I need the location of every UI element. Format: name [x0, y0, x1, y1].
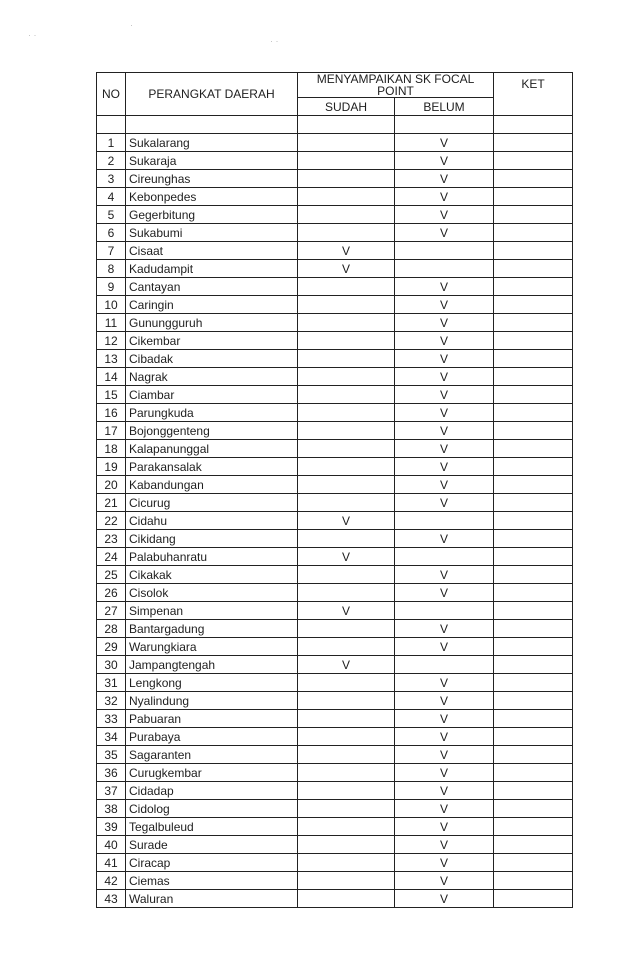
row-number: 13 — [97, 350, 126, 368]
row-number: 19 — [97, 458, 126, 476]
spacer-cell — [494, 116, 573, 134]
row-number: 12 — [97, 332, 126, 350]
belum-mark: V — [395, 800, 494, 818]
belum-mark: V — [395, 404, 494, 422]
table-row — [97, 206, 573, 224]
ket-cell — [494, 638, 573, 656]
table-row — [97, 800, 573, 818]
table-row — [97, 314, 573, 332]
belum-mark: V — [395, 368, 494, 386]
ket-cell — [494, 548, 573, 566]
sudah-mark: V — [298, 548, 395, 566]
district-name: Sukaraja — [126, 152, 298, 170]
table-row — [97, 368, 573, 386]
table-row — [97, 674, 573, 692]
table-row — [97, 242, 573, 260]
ket-cell — [494, 512, 573, 530]
sudah-mark — [298, 134, 395, 152]
sudah-mark — [298, 278, 395, 296]
ket-cell — [494, 296, 573, 314]
district-name: Parakansalak — [126, 458, 298, 476]
table-row — [97, 710, 573, 728]
row-number: 38 — [97, 800, 126, 818]
ket-cell — [494, 872, 573, 890]
belum-mark: V — [395, 440, 494, 458]
spacer-cell — [97, 116, 126, 134]
table-row — [97, 350, 573, 368]
row-number: 25 — [97, 566, 126, 584]
ket-cell — [494, 170, 573, 188]
district-name: Cireunghas — [126, 170, 298, 188]
sudah-mark — [298, 620, 395, 638]
table-row — [97, 638, 573, 656]
sudah-mark — [298, 692, 395, 710]
row-number: 41 — [97, 854, 126, 872]
table-row — [97, 170, 573, 188]
row-number: 22 — [97, 512, 126, 530]
table-row — [97, 728, 573, 746]
belum-mark: V — [395, 854, 494, 872]
district-name: Cicurug — [126, 494, 298, 512]
sudah-mark — [298, 800, 395, 818]
belum-mark: V — [395, 710, 494, 728]
sudah-mark — [298, 224, 395, 242]
district-name: Pabuaran — [126, 710, 298, 728]
ket-cell — [494, 620, 573, 638]
belum-mark: V — [395, 620, 494, 638]
sudah-mark — [298, 332, 395, 350]
ket-cell — [494, 422, 573, 440]
ket-cell — [494, 476, 573, 494]
row-number: 21 — [97, 494, 126, 512]
sudah-mark — [298, 818, 395, 836]
ket-cell — [494, 602, 573, 620]
ket-cell — [494, 800, 573, 818]
table-row — [97, 530, 573, 548]
row-number: 6 — [97, 224, 126, 242]
sudah-mark — [298, 314, 395, 332]
table-row — [97, 332, 573, 350]
sudah-mark — [298, 872, 395, 890]
district-name: Cikakak — [126, 566, 298, 584]
scan-speck: · · — [270, 36, 279, 46]
table-row — [97, 782, 573, 800]
district-name: Nyalindung — [126, 692, 298, 710]
belum-mark: V — [395, 494, 494, 512]
belum-mark: V — [395, 332, 494, 350]
row-number: 5 — [97, 206, 126, 224]
table-row — [97, 386, 573, 404]
district-name: Cikembar — [126, 332, 298, 350]
ket-cell — [494, 656, 573, 674]
table-row — [97, 440, 573, 458]
belum-mark: V — [395, 764, 494, 782]
ket-cell — [494, 188, 573, 206]
ket-cell — [494, 278, 573, 296]
table-row — [97, 152, 573, 170]
district-name: Jampangtengah — [126, 656, 298, 674]
table-row — [97, 458, 573, 476]
row-number: 10 — [97, 296, 126, 314]
district-name: Kalapanunggal — [126, 440, 298, 458]
belum-mark: V — [395, 566, 494, 584]
belum-mark: V — [395, 170, 494, 188]
header-menyampaikan-sk: MENYAMPAIKAN SK FOCAL POINT — [298, 73, 494, 98]
row-number: 32 — [97, 692, 126, 710]
belum-mark: V — [395, 278, 494, 296]
belum-mark — [395, 512, 494, 530]
row-number: 40 — [97, 836, 126, 854]
sudah-mark — [298, 206, 395, 224]
belum-mark: V — [395, 296, 494, 314]
ket-cell — [494, 566, 573, 584]
header-no: NO — [97, 73, 126, 116]
row-number: 36 — [97, 764, 126, 782]
belum-mark: V — [395, 836, 494, 854]
header-belum: BELUM — [395, 98, 494, 116]
district-name: Cantayan — [126, 278, 298, 296]
sudah-mark: V — [298, 512, 395, 530]
table-row — [97, 260, 573, 278]
district-name: Surade — [126, 836, 298, 854]
sudah-mark: V — [298, 602, 395, 620]
district-name: Cidadap — [126, 782, 298, 800]
district-name: Sagaranten — [126, 746, 298, 764]
district-name: Tegalbuleud — [126, 818, 298, 836]
sudah-mark — [298, 890, 395, 908]
belum-mark: V — [395, 728, 494, 746]
spacer-cell — [395, 116, 494, 134]
row-number: 11 — [97, 314, 126, 332]
table-row — [97, 872, 573, 890]
table-row — [97, 764, 573, 782]
row-number: 8 — [97, 260, 126, 278]
sudah-mark — [298, 710, 395, 728]
row-number: 9 — [97, 278, 126, 296]
row-number: 2 — [97, 152, 126, 170]
ket-cell — [494, 440, 573, 458]
ket-cell — [494, 692, 573, 710]
header-perangkat-daerah: PERANGKAT DAERAH — [126, 73, 298, 116]
sudah-mark — [298, 494, 395, 512]
belum-mark: V — [395, 134, 494, 152]
sudah-mark: V — [298, 242, 395, 260]
sudah-mark — [298, 674, 395, 692]
spacer-cell — [126, 116, 298, 134]
row-number: 23 — [97, 530, 126, 548]
ket-cell — [494, 458, 573, 476]
table-row — [97, 278, 573, 296]
district-name: Sukalarang — [126, 134, 298, 152]
ket-cell — [494, 386, 573, 404]
ket-cell — [494, 674, 573, 692]
belum-mark: V — [395, 152, 494, 170]
table-row — [97, 566, 573, 584]
ket-cell — [494, 728, 573, 746]
district-name: Cidolog — [126, 800, 298, 818]
ket-cell — [494, 224, 573, 242]
row-number: 33 — [97, 710, 126, 728]
district-name: Cisaat — [126, 242, 298, 260]
district-name: Ciambar — [126, 386, 298, 404]
district-name: Kabandungan — [126, 476, 298, 494]
district-name: Kadudampit — [126, 260, 298, 278]
belum-mark — [395, 260, 494, 278]
district-name: Simpenan — [126, 602, 298, 620]
belum-mark: V — [395, 386, 494, 404]
row-number: 29 — [97, 638, 126, 656]
belum-mark: V — [395, 638, 494, 656]
table-row — [97, 494, 573, 512]
table-row — [97, 476, 573, 494]
belum-mark: V — [395, 206, 494, 224]
belum-mark — [395, 602, 494, 620]
sudah-mark — [298, 746, 395, 764]
district-name: Cisolok — [126, 584, 298, 602]
ket-cell — [494, 584, 573, 602]
row-number: 37 — [97, 782, 126, 800]
row-number: 7 — [97, 242, 126, 260]
ket-cell — [494, 818, 573, 836]
belum-mark — [395, 242, 494, 260]
sudah-mark — [298, 152, 395, 170]
ket-cell — [494, 152, 573, 170]
sudah-mark — [298, 566, 395, 584]
sudah-mark: V — [298, 260, 395, 278]
sudah-mark — [298, 458, 395, 476]
sudah-mark — [298, 836, 395, 854]
ket-cell — [494, 746, 573, 764]
header-sudah: SUDAH — [298, 98, 395, 116]
row-number: 14 — [97, 368, 126, 386]
district-name: Waluran — [126, 890, 298, 908]
district-name: Cikidang — [126, 530, 298, 548]
belum-mark: V — [395, 224, 494, 242]
ket-cell — [494, 782, 573, 800]
belum-mark: V — [395, 476, 494, 494]
sudah-mark: V — [298, 656, 395, 674]
row-number: 42 — [97, 872, 126, 890]
district-name: Gunungguruh — [126, 314, 298, 332]
sudah-mark — [298, 296, 395, 314]
spacer-cell — [298, 116, 395, 134]
row-number: 27 — [97, 602, 126, 620]
table-row — [97, 548, 573, 566]
belum-mark: V — [395, 746, 494, 764]
district-name: Palabuhanratu — [126, 548, 298, 566]
row-number: 43 — [97, 890, 126, 908]
sudah-mark — [298, 764, 395, 782]
row-number: 34 — [97, 728, 126, 746]
ket-cell — [494, 494, 573, 512]
ket-cell — [494, 764, 573, 782]
belum-mark: V — [395, 584, 494, 602]
belum-mark: V — [395, 530, 494, 548]
ket-cell — [494, 242, 573, 260]
row-number: 39 — [97, 818, 126, 836]
row-number: 4 — [97, 188, 126, 206]
table-row — [97, 602, 573, 620]
belum-mark: V — [395, 314, 494, 332]
row-number: 3 — [97, 170, 126, 188]
header-ket: KET — [494, 73, 573, 116]
table-row — [97, 422, 573, 440]
district-name: Kebonpedes — [126, 188, 298, 206]
ket-cell — [494, 206, 573, 224]
sudah-mark — [298, 530, 395, 548]
ket-cell — [494, 890, 573, 908]
ket-cell — [494, 314, 573, 332]
table-row — [97, 656, 573, 674]
district-name: Caringin — [126, 296, 298, 314]
row-number: 20 — [97, 476, 126, 494]
ket-cell — [494, 350, 573, 368]
district-name: Warungkiara — [126, 638, 298, 656]
table-row — [97, 620, 573, 638]
district-name: Bojonggenteng — [126, 422, 298, 440]
district-name: Cibadak — [126, 350, 298, 368]
table-row — [97, 296, 573, 314]
belum-mark: V — [395, 422, 494, 440]
table-row — [97, 134, 573, 152]
district-name: Gegerbitung — [126, 206, 298, 224]
sudah-mark — [298, 476, 395, 494]
row-number: 15 — [97, 386, 126, 404]
table-row — [97, 836, 573, 854]
table-row — [97, 746, 573, 764]
table-row — [97, 512, 573, 530]
table-row — [97, 890, 573, 908]
scan-speck: · · — [28, 30, 37, 40]
sudah-mark — [298, 782, 395, 800]
district-name: Bantargadung — [126, 620, 298, 638]
sudah-mark — [298, 368, 395, 386]
row-number: 24 — [97, 548, 126, 566]
row-number: 17 — [97, 422, 126, 440]
focal-point-table — [96, 72, 573, 908]
ket-cell — [494, 368, 573, 386]
district-name: Purabaya — [126, 728, 298, 746]
sudah-mark — [298, 854, 395, 872]
sudah-mark — [298, 728, 395, 746]
row-number: 30 — [97, 656, 126, 674]
sudah-mark — [298, 404, 395, 422]
district-name: Ciemas — [126, 872, 298, 890]
row-number: 28 — [97, 620, 126, 638]
district-name: Cidahu — [126, 512, 298, 530]
district-name: Curugkembar — [126, 764, 298, 782]
district-name: Lengkong — [126, 674, 298, 692]
district-name: Parungkuda — [126, 404, 298, 422]
scan-speck: · — [130, 20, 133, 30]
belum-mark — [395, 656, 494, 674]
sudah-mark — [298, 386, 395, 404]
belum-mark: V — [395, 458, 494, 476]
ket-cell — [494, 260, 573, 278]
ket-cell — [494, 404, 573, 422]
belum-mark: V — [395, 872, 494, 890]
table-row — [97, 854, 573, 872]
row-number: 16 — [97, 404, 126, 422]
ket-cell — [494, 530, 573, 548]
sudah-mark — [298, 638, 395, 656]
belum-mark — [395, 548, 494, 566]
belum-mark: V — [395, 188, 494, 206]
belum-mark: V — [395, 674, 494, 692]
table-row — [97, 188, 573, 206]
district-name: Ciracap — [126, 854, 298, 872]
belum-mark: V — [395, 890, 494, 908]
sudah-mark — [298, 188, 395, 206]
ket-cell — [494, 854, 573, 872]
table-body — [97, 134, 573, 908]
ket-cell — [494, 134, 573, 152]
row-number: 31 — [97, 674, 126, 692]
district-name: Nagrak — [126, 368, 298, 386]
belum-mark: V — [395, 350, 494, 368]
ket-cell — [494, 332, 573, 350]
row-number: 26 — [97, 584, 126, 602]
belum-mark: V — [395, 782, 494, 800]
belum-mark: V — [395, 818, 494, 836]
table-row — [97, 692, 573, 710]
row-number: 1 — [97, 134, 126, 152]
table-row — [97, 404, 573, 422]
table-row — [97, 584, 573, 602]
sudah-mark — [298, 350, 395, 368]
sudah-mark — [298, 170, 395, 188]
district-name: Sukabumi — [126, 224, 298, 242]
belum-mark: V — [395, 692, 494, 710]
ket-cell — [494, 836, 573, 854]
ket-cell — [494, 710, 573, 728]
table-row — [97, 818, 573, 836]
sudah-mark — [298, 584, 395, 602]
row-number: 35 — [97, 746, 126, 764]
sudah-mark — [298, 440, 395, 458]
sudah-mark — [298, 422, 395, 440]
table-row — [97, 224, 573, 242]
row-number: 18 — [97, 440, 126, 458]
